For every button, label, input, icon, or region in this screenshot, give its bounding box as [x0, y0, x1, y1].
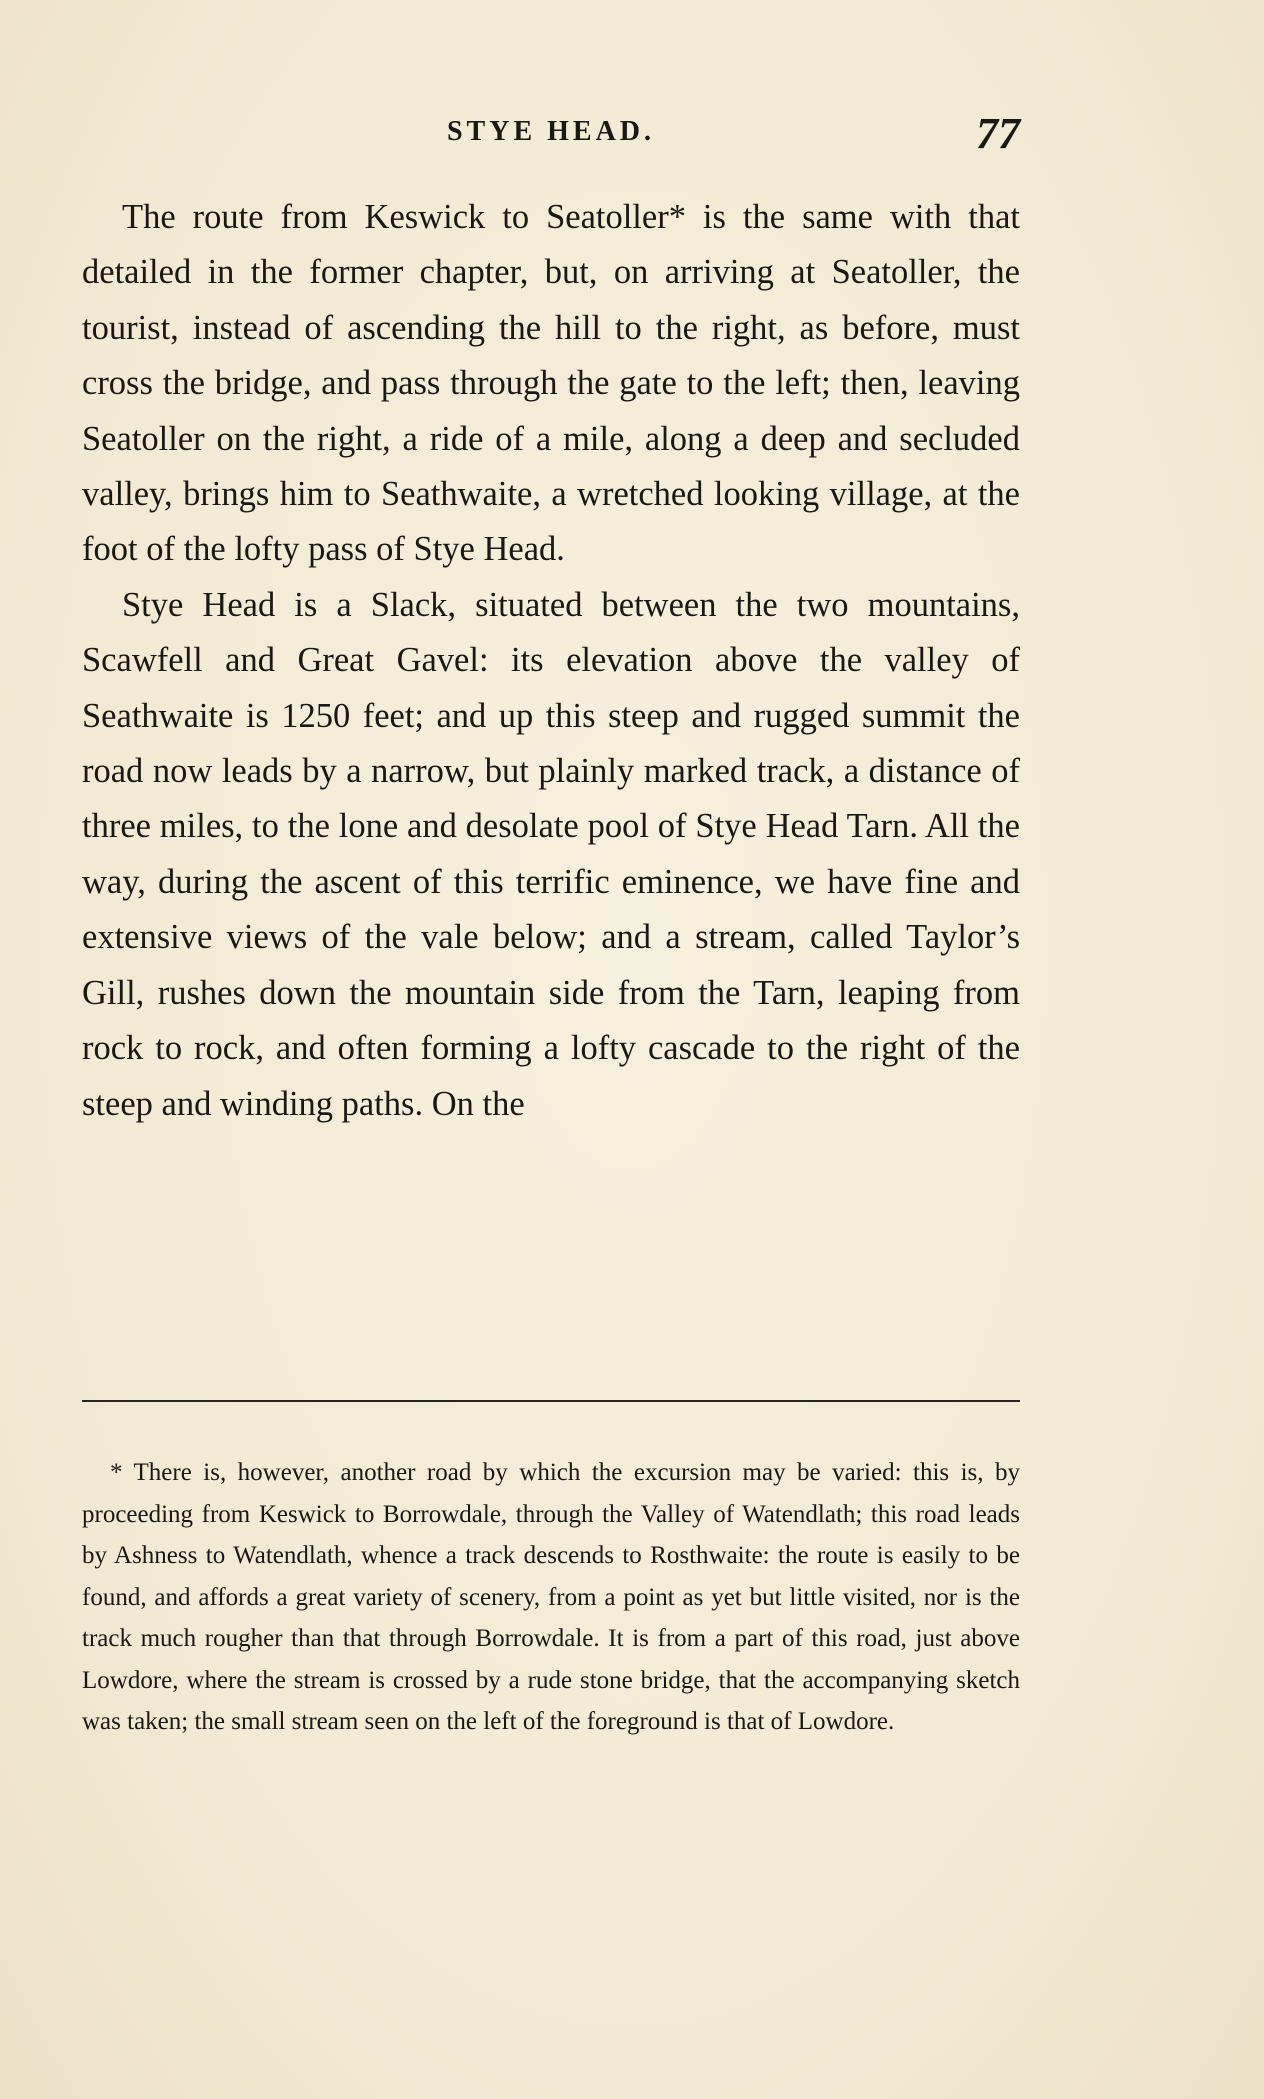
footnote: * There is, however, another road by which the excursion may be varied: this is, by proceeding from Keswick to Borrowdale, through the Valley of Watendlath; this road leads by Ashness to Watendlath, whence a track descends to Rosthwaite: the route is easily to be found, and affords a great variety of scenery, from a point as yet but little visited, nor is the track much rougher than that through Borrowdale. It is from a part of this road, just above Lowdore, where the stream is crossed by a rude stone bridge, that the accompanying sketch was taken; the small stream seen on the left of the foreground is that of Lowdore. [82, 1459, 1020, 1735]
paragraph: Stye Head is a Slack, situated between the two mountains, Scawfell and Great Gavel: its elevation above the valley of Seathwaite is 1250 feet; and up this steep and rugged summit the road now leads by a narrow, but plainly marked track, a distance of three miles, to the lone and desolate pool of Stye Head Tarn. All the way, during the ascent of this terrific eminence, we have fine and extensive views of the vale below; and a stream, called Taylor’s Gill, rushes down the mountain side from the Tarn, leaping from rock to rock, and often forming a lofty cascade to the right of the steep and winding paths. On the [82, 585, 1020, 1123]
footnote-rule [82, 1400, 1020, 1402]
running-head: STYE HEAD. [446, 116, 656, 147]
page-header [82, 109, 1020, 162]
body-text [82, 190, 1020, 1132]
paragraph: The route from Keswick to Seatoller* is the same with that detailed in the former chapter, but, on arriving at Seatoller, the tourist, instead of ascending the hill to the right, as before, must cross the bridge, and pass through the gate to the left; then, leaving Seatoller on the right, a ride of a mile, along a deep and secluded valley, brings him to Seathwaite, a wretched looking village, at the foot of the lofty pass of Stye Head. [82, 198, 1020, 569]
page-number: 77 [976, 109, 1020, 158]
